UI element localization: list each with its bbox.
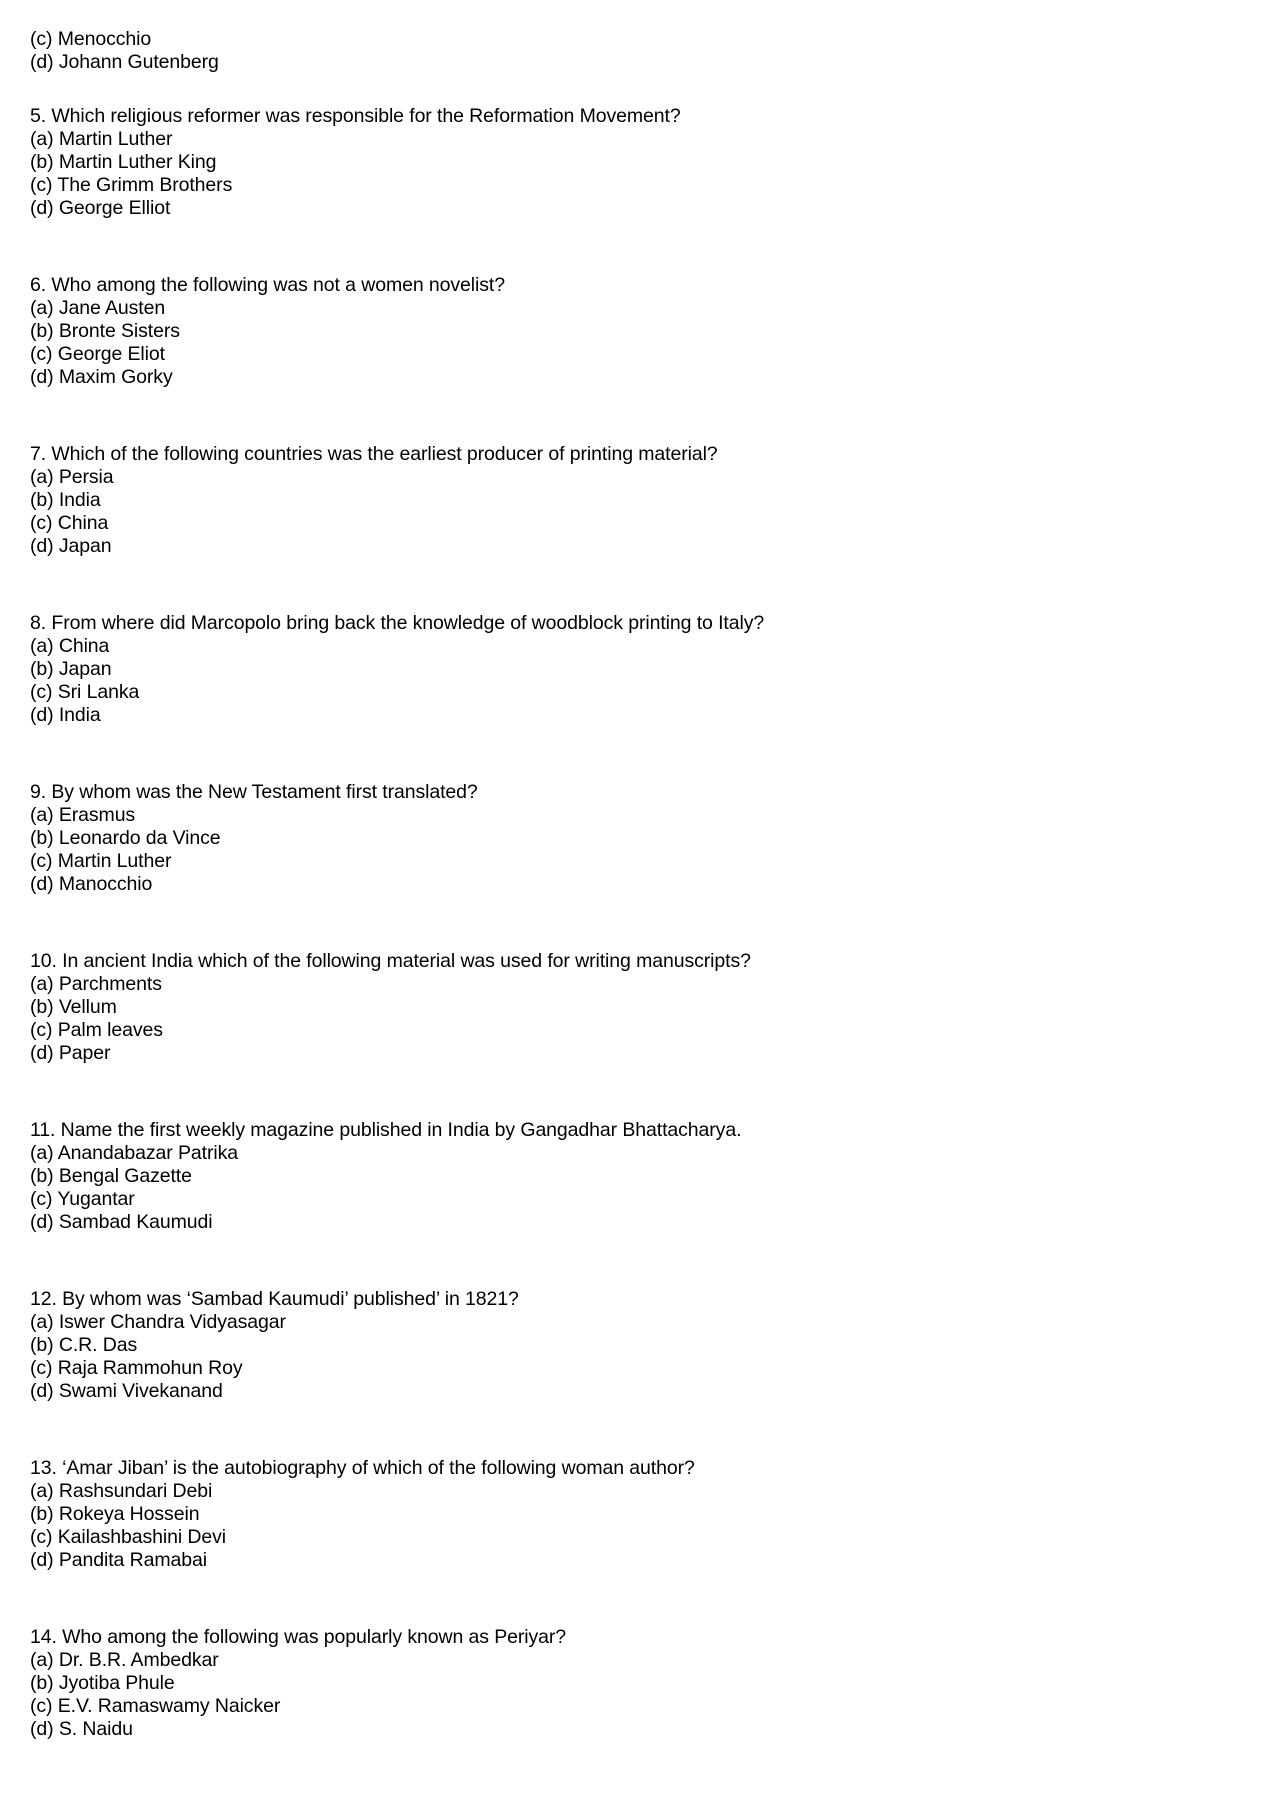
- option: (c) China: [30, 512, 109, 534]
- document-page: [30, 28, 1230, 1795]
- option: (c) E.V. Ramaswamy Naicker: [30, 1695, 281, 1717]
- question-13: [30, 1457, 1230, 1572]
- option: (d) Johann Gutenberg: [30, 51, 219, 73]
- option: (b) Vellum: [30, 996, 117, 1018]
- option: (a) Persia: [30, 466, 114, 488]
- option: (c) Raja Rammohun Roy: [30, 1357, 243, 1379]
- option: (c) Kailashbashini Devi: [30, 1526, 227, 1548]
- option: (c) Menocchio: [30, 28, 152, 50]
- question-5: [30, 105, 1230, 220]
- question-6: [30, 274, 1230, 389]
- option: (b) C.R. Das: [30, 1334, 138, 1356]
- option: (c) Yugantar: [30, 1188, 135, 1210]
- option: (d) S. Naidu: [30, 1718, 133, 1740]
- question-text: 8. From where did Marcopolo bring back the knowledge of woodblock printing to Italy?: [30, 612, 765, 634]
- option: (a) Iswer Chandra Vidyasagar: [30, 1311, 286, 1333]
- question-text: 7. Which of the following countries was the earliest producer of printing material?: [30, 443, 718, 465]
- question-11: [30, 1119, 1230, 1234]
- question-7: [30, 443, 1230, 558]
- question-9: [30, 781, 1230, 896]
- question-text: 6. Who among the following was not a women novelist?: [30, 274, 505, 296]
- option: (d) Manocchio: [30, 873, 153, 895]
- option: (a) Martin Luther: [30, 128, 173, 150]
- question-12: [30, 1288, 1230, 1403]
- question-text: 9. By whom was the New Testament first translated?: [30, 781, 478, 803]
- question-text: 14. Who among the following was popularly known as Periyar?: [30, 1626, 567, 1648]
- option: (d) Maxim Gorky: [30, 366, 173, 388]
- option: (a) China: [30, 635, 110, 657]
- option: (a) Erasmus: [30, 804, 136, 826]
- option: (c) Sri Lanka: [30, 681, 140, 703]
- option: (b) Bengal Gazette: [30, 1165, 192, 1187]
- option: (b) Martin Luther King: [30, 151, 217, 173]
- option: (b) India: [30, 489, 101, 511]
- question-14: [30, 1626, 1230, 1741]
- option: (d) Paper: [30, 1042, 111, 1064]
- question-text: 10. In ancient India which of the following material was used for writing manuscripts?: [30, 950, 751, 972]
- option: (b) Bronte Sisters: [30, 320, 180, 342]
- option: (b) Japan: [30, 658, 112, 680]
- option: (d) India: [30, 704, 101, 726]
- question-text: 11. Name the first weekly magazine published in India by Gangadhar Bhattacharya.: [30, 1119, 742, 1141]
- option: (a) Rashsundari Debi: [30, 1480, 213, 1502]
- option: (a) Jane Austen: [30, 297, 166, 319]
- question-10: [30, 950, 1230, 1065]
- question-text: 5. Which religious reformer was responsible for the Reformation Movement?: [30, 105, 681, 127]
- question-8: [30, 612, 1230, 727]
- option: (a) Anandabazar Patrika: [30, 1142, 238, 1164]
- continued-options: [30, 28, 1230, 74]
- option: (a) Dr. B.R. Ambedkar: [30, 1649, 219, 1671]
- option: (b) Rokeya Hossein: [30, 1503, 200, 1525]
- option: (d) George Elliot: [30, 197, 171, 219]
- option: (d) Swami Vivekanand: [30, 1380, 223, 1402]
- option: (c) Palm leaves: [30, 1019, 163, 1041]
- option: (d) Sambad Kaumudi: [30, 1211, 213, 1233]
- option: (d) Pandita Ramabai: [30, 1549, 207, 1571]
- option: (c) Martin Luther: [30, 850, 172, 872]
- option: (b) Jyotiba Phule: [30, 1672, 175, 1694]
- question-text: 13. ‘Amar Jiban’ is the autobiography of which of the following woman author?: [30, 1457, 695, 1479]
- question-text: 12. By whom was ‘Sambad Kaumudi’ published’ in 1821?: [30, 1288, 519, 1310]
- option: (b) Leonardo da Vince: [30, 827, 221, 849]
- option: (d) Japan: [30, 535, 112, 557]
- option: (c) The Grimm Brothers: [30, 174, 233, 196]
- option: (c) George Eliot: [30, 343, 165, 365]
- option: (a) Parchments: [30, 973, 162, 995]
